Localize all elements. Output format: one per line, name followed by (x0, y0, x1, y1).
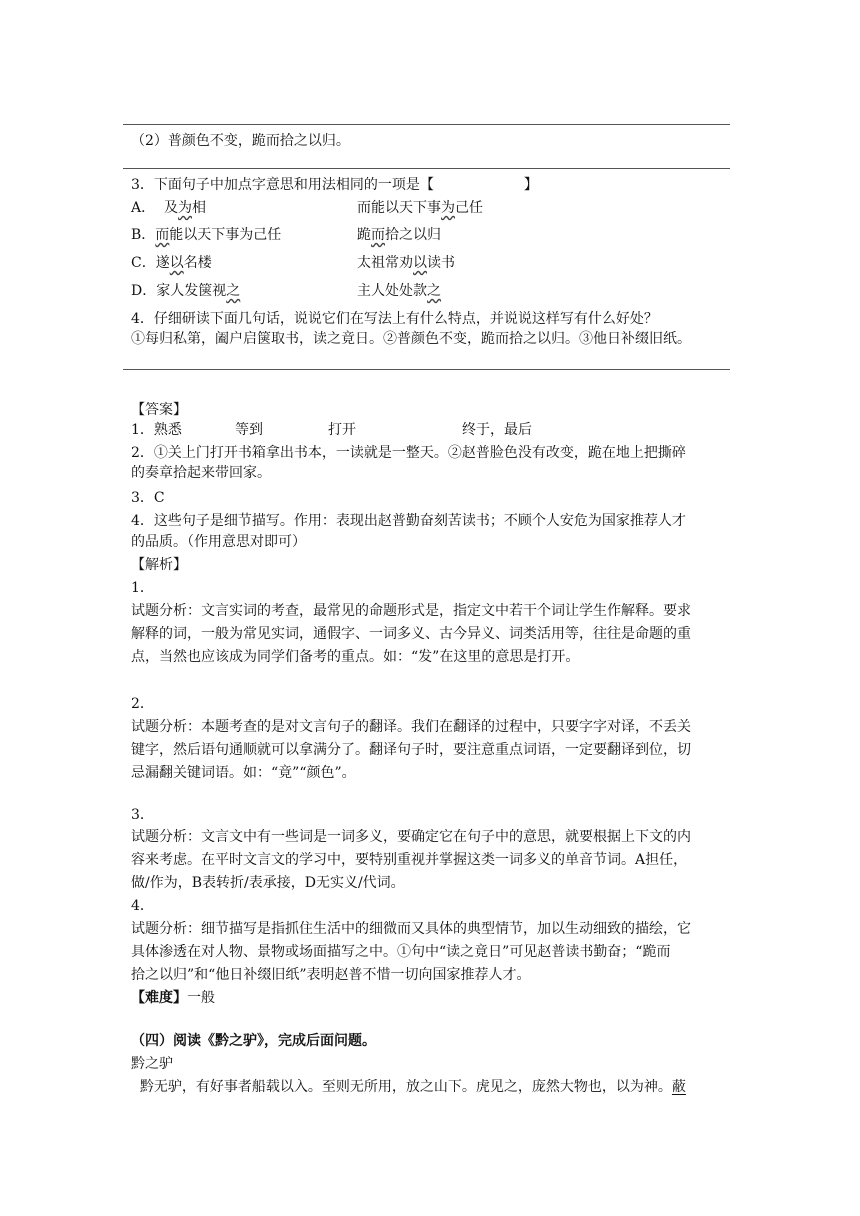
answer-2-line1: 2．①关上门打开书箱拿出书本，一读就是一整天。②赵普脸色没有改变，跪在地上把撕碎 (131, 445, 686, 461)
analysis-number-4: 4． (131, 898, 154, 914)
q3-option-c-right: 太祖常劝以读书 (357, 255, 455, 271)
passage-title: 黔之驴 (131, 1056, 173, 1072)
passage-text: 黔无驴，有好事者船载以入。至则无所用，放之山下。虎见之，庞然大物也，以为神。 (131, 1079, 672, 1095)
q3-option-b-left: B．而能以天下事为己任 (131, 227, 282, 243)
answer-4-line2: 的品质。（作用意思对即可） (131, 534, 306, 550)
analysis-number-3: 3． (131, 807, 154, 823)
analysis-3-line: 试题分析：文言文中有一些词是一词多义，要确定它在句子中的意思，就要根据上下文的内 (131, 829, 691, 845)
difficulty-value: 一般 (187, 990, 215, 1006)
q3-option-a-right: 而能以天下事为己任 (357, 200, 483, 216)
answer-4-line1: 4．这些句子是细节描写。作用：表现出赵普勤奋刻苦读书；不顾个人安危为国家推荐人才 (131, 513, 686, 529)
q3-stem-suffix: 】 (523, 177, 538, 193)
analysis-4-line: 试题分析：细节描写是指抓住生活中的细微而又具体的典型情节，加以生动细致的描绘，它 (131, 921, 691, 937)
passage-first-line (131, 1077, 686, 1097)
analysis-2-line: 忌漏翻关键词语。如：“竟”“颜色”。 (131, 765, 356, 781)
analysis-3-line: 容来考虑。在平时文言文的学习中，要特别重视并掌握这类一词多义的单音节词。A担任， (131, 852, 688, 868)
q4-sentences: ①每归私第，阖户启箧取书，读之竟日。②普颜色不变，跪而拾之以归。③他日补缀旧纸。 (131, 331, 691, 347)
answer-1-item: 终于，最后 (462, 422, 532, 438)
analysis-4-line: 拾之以归”和“他日补缀旧纸”表明赵普不惜一切向国家推荐人才。 (131, 967, 531, 983)
difficulty (131, 988, 215, 1008)
answer-1-prefix: 1．熟悉 (131, 422, 182, 438)
answer-header: 【答案】 (131, 402, 187, 418)
passage-underlined-char: 蔽 (671, 1079, 686, 1095)
answer-1-item: 等到 (235, 422, 263, 438)
analysis-1-line: 试题分析：文言实词的考查，最常见的命题形式是，指定文中若干个词让学生作解释。要求 (131, 603, 691, 619)
section-heading: （四）阅读《黔之驴》，完成后面问题。 (131, 1033, 376, 1049)
analysis-2-line: 键字，然后语句通顺就可以拿满分了。翻译句子时，要注意重点词语，一定要翻译到位，切 (131, 742, 691, 758)
rule-after-q2 (123, 168, 730, 169)
q3-option-a-left: A． 及为相 (131, 200, 207, 216)
q4-stem: 4．仔细研读下面几句话，说说它们在写法上有什么特点，并说说这样写有什么好处？ (131, 311, 658, 327)
analysis-header: 【解析】 (131, 557, 187, 573)
q3-stem-prefix: 3．下面句子中加点字意思和用法相同的一项是【 (131, 177, 434, 193)
analysis-4-line: 具体渗透在对人物、景物或场面描写之中。①句中“读之竟日”可见赵普读书勤奋；“跪而 (131, 944, 671, 960)
analysis-2-line: 试题分析：本题考查的是对文言句子的翻译。我们在翻译的过程中，只要字字对译，不丢关 (131, 719, 691, 735)
top-rule (123, 124, 730, 125)
analysis-number-2: 2． (131, 696, 154, 712)
q3-option-d-left: D．家人发箧视之 (131, 283, 241, 299)
difficulty-label: 【难度】 (131, 990, 187, 1006)
q2-item: （2）普颜色不变，跪而拾之以归。 (131, 133, 350, 149)
answer-3: 3．C (131, 490, 165, 506)
analysis-number-1: 1． (131, 580, 154, 596)
analysis-1-line: 点，当然也应该成为同学们备考的重点。如：“发”在这里的意思是打开。 (131, 649, 580, 665)
analysis-3-line: 做/作为，B表转折/表承接，D无实义/代词。 (131, 875, 405, 891)
answer-2-line2: 的奏章拾起来带回家。 (131, 465, 271, 481)
analysis-1-line: 解释的词，一般为常见实词，通假字、一词多义、古今异义、词类活用等，往往是命题的重 (131, 626, 691, 642)
rule-after-q4 (123, 369, 730, 370)
q3-option-c-left: C．遂以名楼 (131, 255, 212, 271)
answer-1-item: 打开 (328, 422, 356, 438)
q3-option-d-right: 主人处处款之 (357, 283, 441, 299)
q3-option-b-right: 跪而拾之以归 (357, 227, 441, 243)
q3-stem (131, 175, 538, 195)
